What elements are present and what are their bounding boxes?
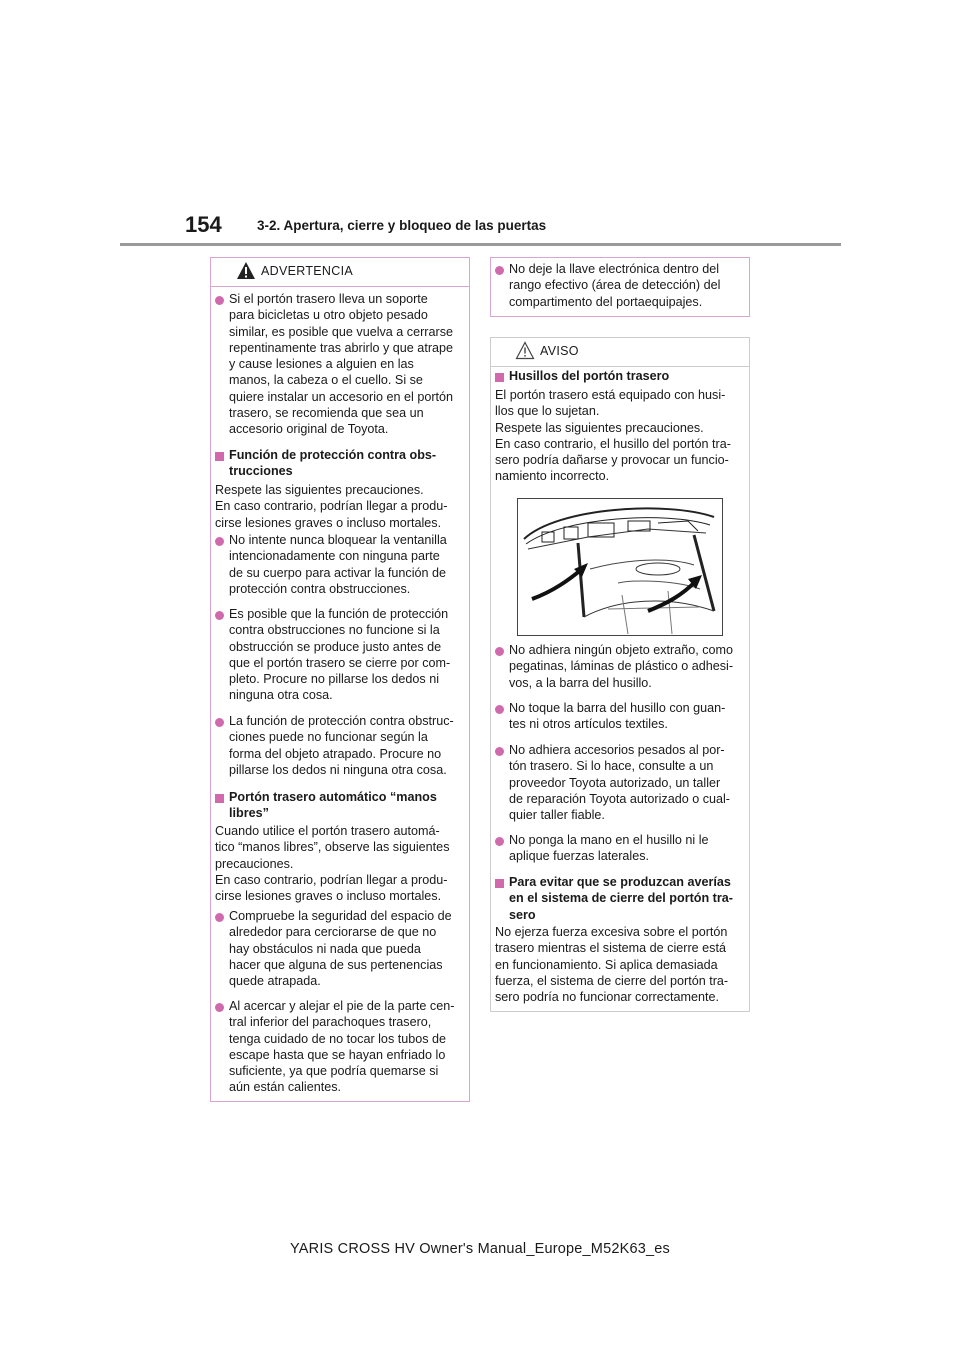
square-bullet-icon: [215, 452, 224, 461]
caution-triangle-icon: [515, 341, 535, 360]
subheading-spindles: Husillos del portón trasero: [509, 369, 670, 383]
square-bullet-icon: [495, 879, 504, 888]
square-bullet-icon: [495, 373, 504, 382]
notice-title: AVISO: [540, 344, 579, 358]
bullet-text: Es posible que la función de protección contra obstrucciones no funcione si la obstrucción se produce justo antes de que el portón trasero se cierre por com- pleto. Procure no pillarse los dedos ni ninguna otra cosa.: [229, 607, 451, 703]
bullet-text: Al acercar y alejar el pie de la parte cen- tral inferior del parachoques trasero, tenga cuidado de no tocar los tubos de escape hasta que se hayan enfriado lo suficiente, ya que podría quemarse si aún están calientes.: [229, 999, 455, 1095]
bullet-icon: [215, 537, 224, 546]
subheading-obstruction: Función de protección contra obs- trucciones: [229, 448, 437, 479]
bullet-icon: [215, 718, 224, 727]
bullet-text: No intente nunca bloquear la ventanilla intencionadamente con ninguna parte de su cuerpo para activar la función de protección contra obstrucciones.: [229, 533, 447, 596]
bullet-text: No deje la llave electrónica dentro del rango efectivo (área de detección) del compartimento del portaequipajes.: [509, 262, 721, 309]
section-title: 3-2. Apertura, cierre y bloqueo de las puertas: [257, 218, 547, 233]
square-bullet-icon: [215, 794, 224, 803]
subheading-lock-system: Para evitar que se produzcan averías en el sistema de cierre del portón tra- sero: [509, 875, 733, 922]
bullet-text: No ponga la mano en el husillo ni le aplique fuerzas laterales.: [509, 833, 709, 864]
bullet-icon: [215, 1003, 224, 1012]
tailgate-drawing: [518, 499, 722, 635]
bullet-icon: [215, 296, 224, 305]
notice-header: [491, 338, 749, 367]
bullet-icon: [495, 647, 504, 656]
bullet-text: No adhiera accesorios pesados al por- tón trasero. Si lo hace, consulte a un proveedor Toyota autorizado, un taller de reparación Toyota autorizado o cual- quier taller fiable.: [509, 743, 730, 823]
tailgate-spindle-illustration: [517, 498, 723, 636]
lock-system-text: No ejerza fuerza excesiva sobre el portón trasero mientras el sistema de cierre está en funcionamiento. Si aplica demasiada fuerza, el sistema de cierre del portón tra- sero podría no funcionar correctamente.: [495, 925, 729, 1005]
hands-free-intro: Cuando utilice el portón trasero automá- tico “manos libres”, observe las siguientes precauciones. En caso contrario, podrían llegar a produ- cirse lesiones graves o incluso mortales.: [215, 824, 450, 904]
warning-paragraph: Si el portón trasero lleva un soporte para bicicletas u otro objeto pesado similar, es posible que vuelva a cerrarse repentinamente tras abrirlo y que atrape y cause lesiones a alguien en las manos, la cabeza o el cuello. Si se quiere instalar un accesorio en el portón trasero, se recomienda que sea un accesorio original de Toyota.: [229, 292, 454, 437]
bullet-icon: [495, 837, 504, 846]
bullet-icon: [215, 913, 224, 922]
warning-triangle-icon: [236, 261, 256, 280]
bullet-icon: [495, 747, 504, 756]
bullet-text: La función de protección contra obstruc- ciones puede no funcionar según la forma del objeto atrapado. Procure no pillarse los dedos ni ninguna otra cosa.: [229, 714, 454, 777]
bullet-text: No toque la barra del husillo con guan- tes ni otros artículos textiles.: [509, 701, 726, 732]
bullet-icon: [215, 611, 224, 620]
footer-manual-title: YARIS CROSS HV Owner's Manual_Europe_M52K63_es: [289, 1241, 670, 1257]
page-number: 154: [185, 212, 222, 237]
bullet-icon: [495, 705, 504, 714]
spindles-intro: El portón trasero está equipado con husi- llos que lo sujetan. Respete las siguientes precauciones. En caso contrario, el husillo del portón tra- sero podría dañarse y provocar un funcio- namiento incorrecto.: [495, 388, 731, 484]
header-divider: [120, 243, 841, 246]
warning-header: [211, 258, 469, 287]
bullet-icon: [495, 266, 504, 275]
obstruction-intro: Respete las siguientes precauciones. En caso contrario, podrían llegar a produ- cirse lesiones graves o incluso mortales.: [215, 483, 448, 530]
subheading-hands-free: Portón trasero automático “manos libres”: [229, 790, 437, 821]
warning-title: ADVERTENCIA: [261, 264, 353, 278]
bullet-text: No adhiera ningún objeto extraño, como pegatinas, láminas de plástico o adhesi- vos, a la barra del husillo.: [509, 643, 734, 690]
bullet-text: Compruebe la seguridad del espacio de alrededor para cerciorarse de que no hay obstáculos ni nada que pueda hacer que alguna de sus pertenencias quede atrapada.: [229, 909, 452, 989]
